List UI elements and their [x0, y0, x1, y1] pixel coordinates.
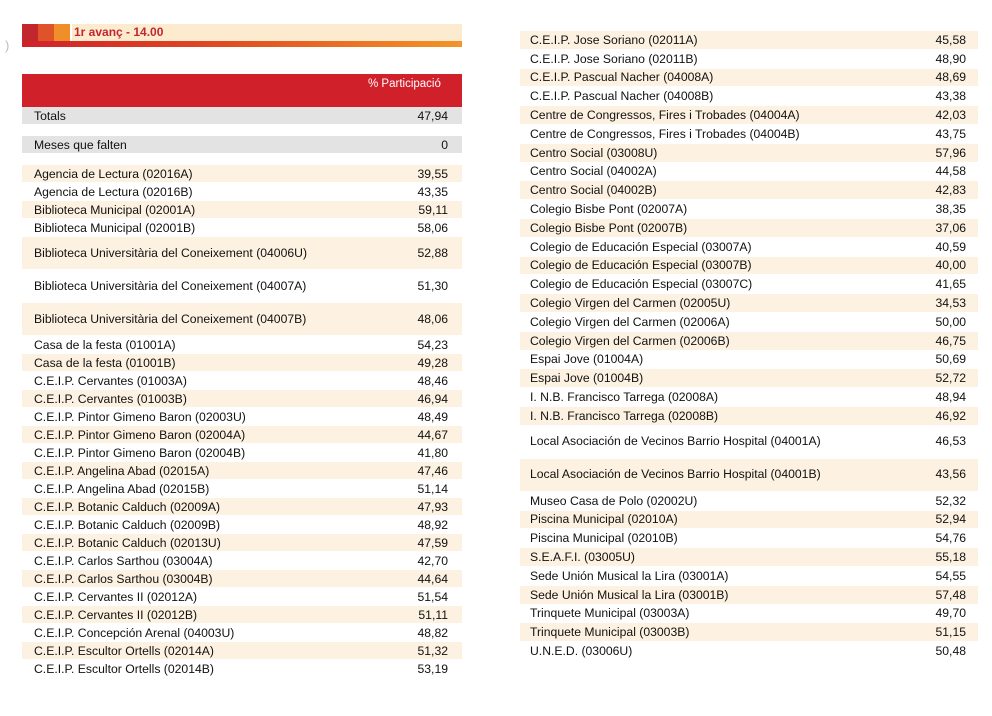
- polling-station-name: I. N.B. Francisco Tarrega (02008B): [530, 408, 719, 423]
- participation-value: 48,90: [935, 51, 966, 66]
- polling-station-name: Centro Social (03008U): [530, 145, 658, 160]
- table-row: [22, 480, 462, 498]
- table-row: [22, 534, 462, 552]
- polling-station-name: Local Asociación de Vecinos Barrio Hospital (04001B): [530, 467, 821, 482]
- totals-row: [22, 107, 462, 125]
- participation-value: 57,96: [935, 145, 966, 160]
- table-row: [520, 351, 978, 370]
- table-row: [520, 586, 978, 605]
- polling-station-name: Colegio Bisbe Pont (02007B): [530, 220, 688, 235]
- participation-value: 53,19: [417, 661, 448, 676]
- polling-station-name: C.E.I.P. Carlos Sarthou (03004A): [34, 553, 213, 568]
- table-row: [520, 125, 978, 144]
- participation-value: 43,35: [417, 184, 448, 199]
- participation-value: 43,56: [935, 467, 966, 482]
- table-row: [520, 369, 978, 388]
- table-row: [520, 426, 978, 459]
- table-row: [520, 50, 978, 69]
- table-row: [520, 623, 978, 642]
- table-row: [520, 144, 978, 163]
- polling-station-name: Biblioteca Universitària del Coneixement (04007B): [34, 311, 307, 326]
- table-row: [22, 462, 462, 480]
- participation-value: 46,92: [935, 408, 966, 423]
- participation-value: 50,69: [935, 352, 966, 367]
- participation-value: 43,75: [935, 126, 966, 141]
- polling-station-name: Agencia de Lectura (02016B): [34, 184, 193, 199]
- participation-value: 44,67: [417, 427, 448, 442]
- polling-station-name: C.E.I.P. Pascual Nacher (04008B): [530, 89, 714, 104]
- polling-station-name: C.E.I.P. Escultor Ortells (02014A): [34, 643, 214, 658]
- header-color-blocks: [22, 24, 70, 41]
- participation-header-text: % Participació: [368, 78, 441, 90]
- participation-value: 52,94: [935, 512, 966, 527]
- participation-value: 51,32: [417, 643, 448, 658]
- polling-station-name: Sede Unión Musical la Lira (03001A): [530, 568, 729, 583]
- table-row: [22, 498, 462, 516]
- header-block-dark: [22, 24, 38, 41]
- polling-station-name: C.E.I.P. Concepción Arenal (04003U): [34, 625, 235, 640]
- table-row: [22, 588, 462, 606]
- polling-station-name: C.E.I.P. Angelina Abad (02015A): [34, 463, 210, 478]
- table-row: [520, 313, 978, 332]
- table-row: [22, 606, 462, 624]
- participation-value: 48,82: [417, 625, 448, 640]
- polling-station-name: Colegio de Educación Especial (03007C): [530, 277, 753, 292]
- participation-value: 40,00: [935, 258, 966, 273]
- participation-value: 44,58: [935, 164, 966, 179]
- participation-value: 48,94: [935, 390, 966, 405]
- polling-station-name: Sede Unión Musical la Lira (03001B): [530, 587, 729, 602]
- table-row: [22, 165, 462, 183]
- polling-station-name: Espai Jove (01004A): [530, 352, 644, 367]
- polling-station-name: C.E.I.P. Botanic Calduch (02013U): [34, 535, 221, 550]
- table-row: [22, 372, 462, 390]
- remaining-tables-row: [22, 136, 462, 154]
- table-row: [22, 660, 462, 678]
- polling-station-name: C.E.I.P. Escultor Ortells (02014B): [34, 661, 214, 676]
- header-block-mid: [38, 24, 54, 41]
- edge-bracket-mark: ): [5, 38, 10, 53]
- polling-station-name: C.E.I.P. Pintor Gimeno Baron (02004B): [34, 445, 246, 460]
- participation-value: 42,70: [417, 553, 448, 568]
- participation-value: 50,00: [935, 314, 966, 329]
- polling-station-name: Local Asociación de Vecinos Barrio Hospital (04001A): [530, 434, 821, 449]
- table-row: [22, 552, 462, 570]
- remaining-value: 0: [441, 137, 448, 152]
- participation-value: 41,65: [935, 277, 966, 292]
- participation-value: 41,80: [417, 445, 448, 460]
- table-row: [520, 294, 978, 313]
- table-row: [520, 181, 978, 200]
- polling-station-name: Centre de Congressos, Fires i Trobades (04004B): [530, 126, 800, 141]
- polling-station-name: Agencia de Lectura (02016A): [34, 166, 193, 181]
- table-row: [22, 183, 462, 201]
- polling-station-name: Biblioteca Universitària del Coneixement (04007A): [34, 278, 307, 293]
- table-row: [520, 87, 978, 106]
- polling-station-name: Trinquete Municipal (03003A): [530, 606, 690, 621]
- participation-value: 46,94: [417, 391, 448, 406]
- participation-value: 48,46: [417, 373, 448, 388]
- polling-station-name: C.E.I.P. Botanic Calduch (02009A): [34, 499, 221, 514]
- right-rows-list: [520, 31, 978, 661]
- table-row: [520, 200, 978, 219]
- table-row: [520, 31, 978, 50]
- table-row: [520, 163, 978, 182]
- polling-station-name: Biblioteca Municipal (02001A): [34, 202, 196, 217]
- participation-value: 51,11: [418, 607, 448, 622]
- participation-value: 55,18: [935, 550, 966, 565]
- polling-station-name: Biblioteca Universitària del Coneixement (04006U): [34, 245, 307, 260]
- polling-station-name: Centre de Congressos, Fires i Trobades (04004A): [530, 108, 800, 123]
- participation-value: 52,88: [417, 245, 448, 260]
- left-rows-list: [22, 165, 462, 678]
- table-row: [22, 642, 462, 660]
- table-row: [22, 516, 462, 534]
- participation-value: 52,72: [935, 371, 966, 386]
- participation-value: 48,69: [935, 70, 966, 85]
- polling-station-name: Centro Social (04002B): [530, 183, 657, 198]
- table-row: [22, 624, 462, 642]
- results-header: [22, 24, 462, 48]
- participation-value: 49,28: [417, 355, 448, 370]
- participation-value: 58,06: [417, 220, 448, 235]
- table-row: [520, 459, 978, 492]
- remaining-label: Meses que falten: [34, 137, 127, 152]
- participation-value: 46,53: [935, 434, 966, 449]
- table-row: [520, 407, 978, 426]
- table-row: [22, 426, 462, 444]
- polling-station-name: C.E.I.P. Cervantes (01003B): [34, 391, 187, 406]
- polling-station-name: Colegio de Educación Especial (03007B): [530, 258, 752, 273]
- polling-station-name: Biblioteca Municipal (02001B): [34, 220, 196, 235]
- table-row: [520, 529, 978, 548]
- participation-value: 47,46: [417, 463, 448, 478]
- participation-value: 45,58: [935, 32, 966, 47]
- polling-station-name: I. N.B. Francisco Tarrega (02008A): [530, 390, 719, 405]
- polling-station-name: Colegio de Educación Especial (03007A): [530, 239, 752, 254]
- table-row: [520, 605, 978, 624]
- participation-value: 59,11: [418, 202, 448, 217]
- participation-value: 50,48: [935, 644, 966, 658]
- polling-station-name: Colegio Bisbe Pont (02007A): [530, 202, 688, 217]
- participation-value: 47,93: [417, 499, 448, 514]
- table-row: [520, 69, 978, 88]
- table-row: [520, 238, 978, 257]
- header-block-light: [54, 24, 70, 41]
- polling-station-name: C.E.I.P. Botanic Calduch (02009B): [34, 517, 221, 532]
- participation-value: 51,14: [417, 481, 448, 496]
- table-row: [520, 257, 978, 276]
- polling-station-name: Casa de la festa (01001B): [34, 355, 176, 370]
- spacer: [22, 125, 462, 136]
- participation-value: 38,35: [935, 202, 966, 217]
- table-row: [22, 303, 462, 336]
- polling-station-name: S.E.A.F.I. (03005U): [530, 550, 635, 565]
- polling-station-name: Casa de la festa (01001A): [34, 337, 176, 352]
- table-row: [520, 275, 978, 294]
- participation-value: 43,38: [935, 89, 966, 104]
- participation-value: 48,06: [417, 311, 448, 326]
- table-row: [22, 201, 462, 219]
- participation-value: 40,59: [935, 239, 966, 254]
- polling-station-name: Museo Casa de Polo (02002U): [530, 493, 698, 508]
- participation-value: 49,70: [935, 606, 966, 621]
- table-row: [22, 390, 462, 408]
- participation-value: 48,49: [417, 409, 448, 424]
- header-gradient-bar: [22, 41, 462, 47]
- participation-value: 34,53: [935, 296, 966, 311]
- table-row: [520, 219, 978, 238]
- participation-value: 39,55: [417, 166, 448, 181]
- participation-value: 48,92: [417, 517, 448, 532]
- table-header: [22, 74, 462, 107]
- polling-station-name: C.E.I.P. Jose Soriano (02011B): [530, 51, 698, 66]
- table-row: [520, 388, 978, 407]
- table-row: [22, 219, 462, 237]
- polling-station-name: C.E.I.P. Carlos Sarthou (03004B): [34, 571, 213, 586]
- participation-column-header: [368, 78, 458, 91]
- right-results-table: [520, 31, 978, 661]
- polling-station-name: Piscina Municipal (02010B): [530, 531, 678, 546]
- participation-value: 44,64: [417, 571, 448, 586]
- participation-value: 54,23: [417, 337, 448, 352]
- participation-value: 51,30: [417, 278, 448, 293]
- table-row: [22, 270, 462, 303]
- polling-station-name: Colegio Virgen del Carmen (02005U): [530, 296, 731, 311]
- polling-station-name: U.N.E.D. (03006U): [530, 644, 633, 658]
- polling-station-name: Centro Social (04002A): [530, 164, 657, 179]
- participation-value: 46,75: [935, 333, 966, 348]
- polling-station-name: C.E.I.P. Cervantes (01003A): [34, 373, 187, 388]
- polling-station-name: Trinquete Municipal (03003B): [530, 625, 690, 640]
- polling-station-name: C.E.I.P. Angelina Abad (02015B): [34, 481, 210, 496]
- header-title: 1r avanç - 14.00: [72, 24, 462, 41]
- table-row: [520, 548, 978, 567]
- participation-value: 51,54: [417, 589, 448, 604]
- polling-station-name: Colegio Virgen del Carmen (02006B): [530, 333, 730, 348]
- participation-value: 42,03: [935, 108, 966, 123]
- table-row: [520, 642, 978, 661]
- participation-value: 54,55: [935, 568, 966, 583]
- left-results-table: [22, 74, 462, 678]
- polling-station-name: C.E.I.P. Jose Soriano (02011A): [530, 32, 698, 47]
- participation-value: 57,48: [935, 587, 966, 602]
- participation-value: 54,76: [935, 531, 966, 546]
- participation-value: 52,32: [935, 493, 966, 508]
- table-row: [22, 354, 462, 372]
- table-row: [22, 570, 462, 588]
- table-row: [22, 408, 462, 426]
- totals-value: 47,94: [417, 108, 448, 123]
- participation-value: 42,83: [935, 183, 966, 198]
- table-row: [22, 444, 462, 462]
- table-row: [520, 492, 978, 511]
- polling-station-name: C.E.I.P. Pascual Nacher (04008A): [530, 70, 714, 85]
- table-row: [22, 336, 462, 354]
- polling-station-name: Piscina Municipal (02010A): [530, 512, 678, 527]
- participation-value: 47,59: [417, 535, 448, 550]
- polling-station-name: C.E.I.P. Pintor Gimeno Baron (02004A): [34, 427, 246, 442]
- table-row: [520, 511, 978, 530]
- table-row: [520, 567, 978, 586]
- participation-value: 51,15: [935, 625, 966, 640]
- polling-station-name: C.E.I.P. Pintor Gimeno Baron (02003U): [34, 409, 246, 424]
- spacer: [22, 154, 462, 165]
- polling-station-name: C.E.I.P. Cervantes II (02012A): [34, 589, 198, 604]
- polling-station-name: Espai Jove (01004B): [530, 371, 644, 386]
- table-row: [22, 237, 462, 270]
- table-row: [520, 332, 978, 351]
- totals-label: Totals: [34, 108, 66, 123]
- polling-station-name: C.E.I.P. Cervantes II (02012B): [34, 607, 198, 622]
- table-row: [520, 106, 978, 125]
- participation-value: 37,06: [935, 220, 966, 235]
- polling-station-name: Colegio Virgen del Carmen (02006A): [530, 314, 730, 329]
